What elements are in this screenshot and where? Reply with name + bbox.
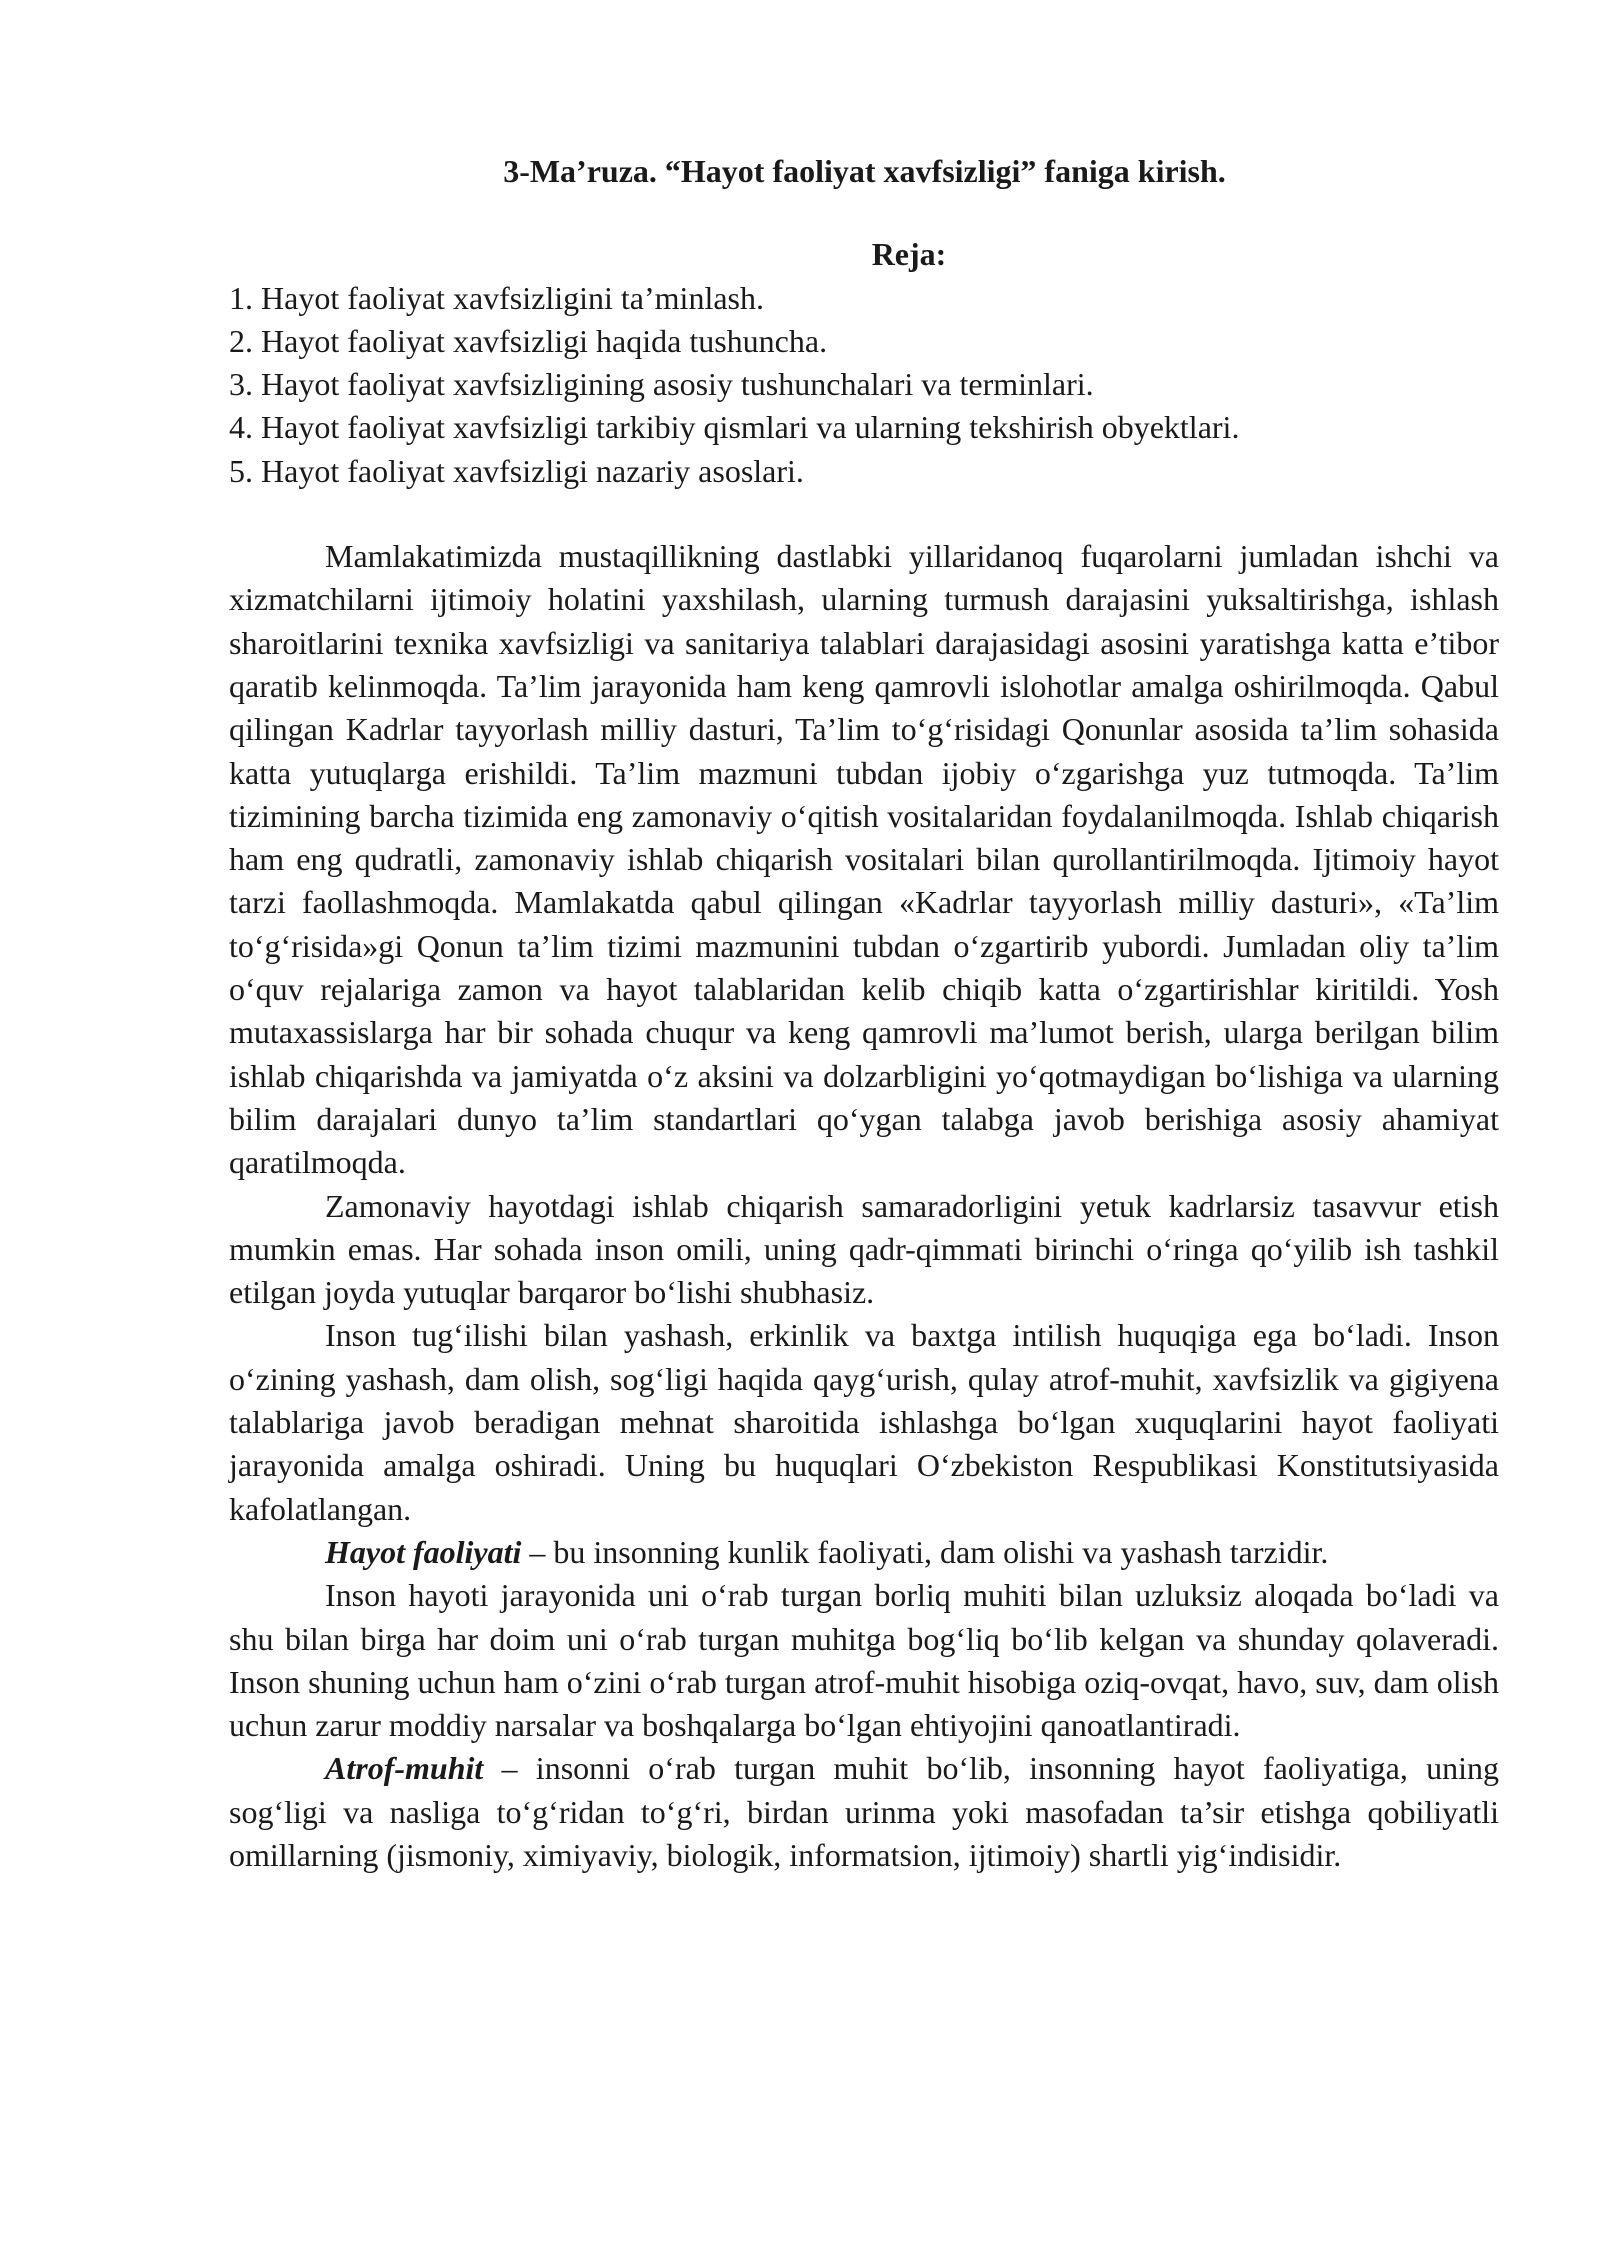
paragraph-text: – insonni o‘rab turgan muhit bo‘lib, insonning hayot faoliyatiga, uning sog‘ligi va nasliga to‘g‘ridan to‘g‘ri, birdan urinma yoki masofadan ta’sir etishga qobiliyatli omillarning (jismoniy, ximiyaviy, biologik, informatsion, ijtimoiy) shartli yig‘indisidir. <box>229 1750 1499 1873</box>
definition-paragraph <box>229 1747 1499 1877</box>
paragraph <box>229 535 1499 1184</box>
paragraph <box>229 1574 1499 1747</box>
plan-item: 4. Hayot faoliyat xavfsizligi tarkibiy qismlari va ularning tekshirish obyektlari. <box>229 409 1240 446</box>
lecture-title: 3-Ma’ruza. “Hayot faoliyat xavfsizligi” faniga kirish. <box>503 153 1226 189</box>
paragraph-text: Zamonaviy hayotdagi ishlab chiqarish samaradorligini yetuk kadrlarsiz tasavvur etish mumkin emas. Har sohada inson omili, uning qadr-qimmati birinchi o‘ringa qo‘yilib ish tashkil etilgan joyda yutuqlar barqaror bo‘lishi shubhasiz. <box>229 1187 1499 1311</box>
paragraph-text: Mamlakatimizda mustaqillikning dastlabki yillaridanoq fuqarolarni jumladan ishchi va xizmatchilarni ijtimoiy holatini yaxshilash, ularning turmush darajasini yuksaltirishga, ishlash sharoitlarini texnika xavfsizligi va sanitariya talablari darajasidagi asosini yaratishga katta e’tibor qaratib kelinmoqda. Ta’lim jarayonida ham keng qamrovli islohotlar amalga oshirilmoqda. Qabul qilingan Kadrlar tayyorlash milliy dasturi, Ta’lim to‘g‘risidagi Qonunlar asosida ta’lim sohasida katta yutuqlarga erishildi. Ta’lim mazmuni tubdan ijobiy o‘zgarishga yuz tutmoqda. Ta’lim tizimining barcha tizimida eng zamonaviy o‘qitish vositalaridan foydalanilmoqda. Ishlab chiqarish ham eng qudratli, zamonaviy ishlab chiqarish vositalari bilan qurollantirilmoqda. Ijtimoiy hayot tarzi faollashmoqda. Mamlakatda qabul qilingan «Kadrlar tayyorlash milliy dasturi», «Ta’lim to‘g‘risida»gi Qonun ta’lim tizimi mazmunini tubdan o‘zgartirib yubordi. Jumladan oliy ta’lim o‘quv rejalariga zamon va hayot talablaridan kelib chiqib katta o‘zgartirishlar kiritildi. Yosh mutaxassislarga har bir sohada chuqur va keng qamrovli ma’lumot berish, ularga berilgan bilim ishlab chiqarishda va jamiyatda o‘z aksini va dolzarbligini yo‘qotmaydigan bo‘lishiga va ularning bilim darajalari dunyo ta’lim standartlari qo‘ygan talabga javob berishiga asosiy ahamiyat qaratilmoqda. <box>229 538 1499 1181</box>
document-page <box>229 150 1499 1877</box>
definition-paragraph <box>229 1531 1499 1574</box>
body-text <box>229 535 1499 1877</box>
term-atrof-muhit: Atrof-muhit <box>325 1750 484 1787</box>
paragraph-text: – bu insonning kunlik faoliyati, dam olishi va yashash tarzidir. <box>521 1533 1329 1570</box>
plan-item: 5. Hayot faoliyat xavfsizligi nazariy asoslari. <box>229 452 804 489</box>
paragraph <box>229 1185 1499 1315</box>
plan-list <box>229 277 1499 493</box>
paragraph-text: Inson tug‘ilishi bilan yashash, erkinlik va baxtga intilish huquqiga ega bo‘ladi. Inson o‘zining yashash, dam olish, sog‘ligi haqida qayg‘urish, qulay atrof-muhit, xavfsizlik va gigiyena talablariga javob beradigan mehnat sharoitida ishlashga bo‘lgan xuquqlarini hayot faoliyati jarayonida amalga oshiradi. Uning bu huquqlari O‘zbekiston Respublikasi Konstitutsiyasida kafolatlangan. <box>229 1317 1499 1527</box>
term-hayot-faoliyati: Hayot faoliyati <box>325 1533 522 1570</box>
plan-item: 2. Hayot faoliyat xavfsizligi haqida tushuncha. <box>229 322 828 359</box>
plan-item: 1. Hayot faoliyat xavfsizligini ta’minlash. <box>229 279 764 316</box>
paragraph <box>229 1314 1499 1530</box>
paragraph-text: Inson hayoti jarayonida uni o‘rab turgan borliq muhiti bilan uzluksiz aloqada bo‘ladi va shu bilan birga har doim uni o‘rab turgan muhitga bog‘liq bo‘lib kelgan va shunday qolaveradi. Inson shuning uchun ham o‘zini o‘rab turgan atrof-muhit hisobiga oziq-ovqat, havo, suv, dam olish uchun zarur moddiy narsalar va boshqalarga bo‘lgan ehtiyojini qanoatlantiradi. <box>229 1577 1499 1744</box>
plan-heading: Reja: <box>871 236 947 273</box>
plan-item: 3. Hayot faoliyat xavfsizligining asosiy tushunchalari va terminlari. <box>229 366 1094 403</box>
